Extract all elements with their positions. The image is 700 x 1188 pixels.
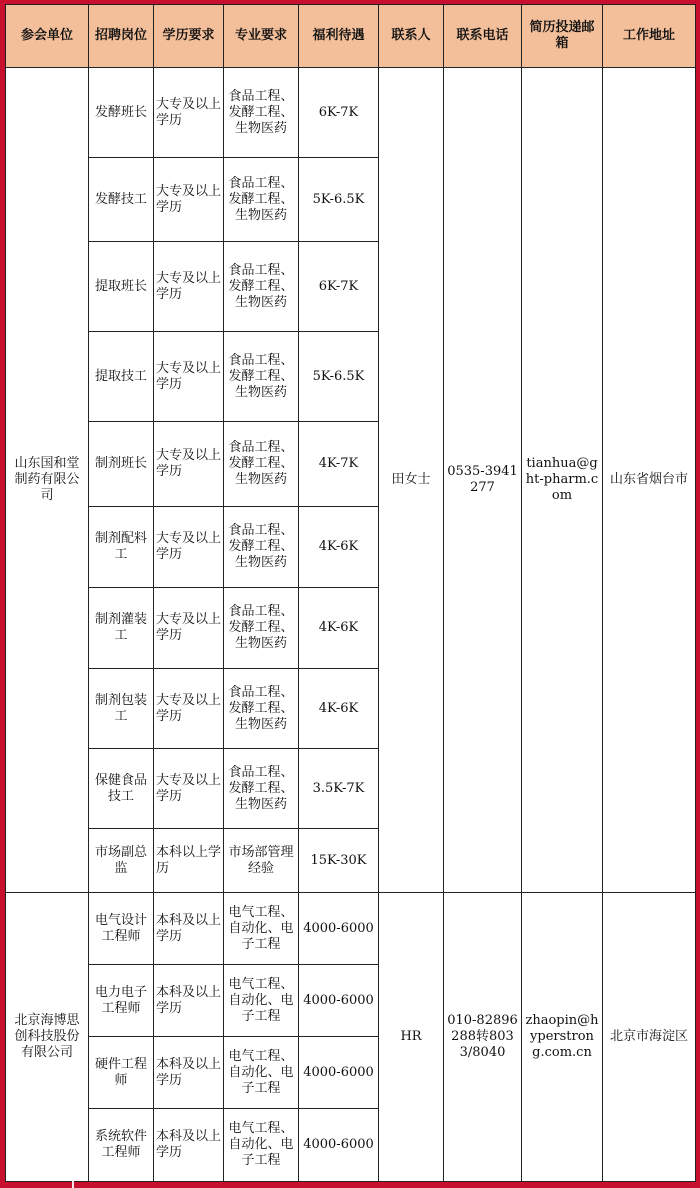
job-position: 制剂包装工: [89, 669, 154, 749]
recruitment-table: [5, 4, 696, 1182]
table-row: [6, 893, 696, 965]
job-position: 电力电子工程师: [89, 965, 154, 1037]
job-education: 大专及以上学历: [154, 68, 224, 158]
job-position: 保健食品技工: [89, 749, 154, 829]
job-salary: 4K-6K: [299, 588, 379, 669]
job-major: 市场部管理经验: [224, 829, 299, 893]
header-education: 学历要求: [154, 5, 224, 68]
job-salary: 4000-6000: [299, 893, 379, 965]
job-salary: 5K-6.5K: [299, 332, 379, 422]
job-salary: 4000-6000: [299, 1037, 379, 1109]
company-phone: 0535-3941277: [444, 68, 522, 893]
job-major: 食品工程、发酵工程、生物医药: [224, 422, 299, 507]
company-contact: 田女士: [379, 68, 444, 893]
job-salary: 5K-6.5K: [299, 158, 379, 242]
job-major: 食品工程、发酵工程、生物医药: [224, 158, 299, 242]
job-education: 本科及以上学历: [154, 1037, 224, 1109]
header-location: 工作地址: [603, 5, 696, 68]
job-salary: 4K-6K: [299, 669, 379, 749]
job-salary: 4000-6000: [299, 1109, 379, 1182]
job-education: 大专及以上学历: [154, 158, 224, 242]
job-position: 制剂灌装工: [89, 588, 154, 669]
job-major: 食品工程、发酵工程、生物医药: [224, 749, 299, 829]
recruitment-table-frame: [5, 4, 695, 1182]
job-position: 制剂班长: [89, 422, 154, 507]
job-position: 提取技工: [89, 332, 154, 422]
job-position: 硬件工程师: [89, 1037, 154, 1109]
job-position: 系统软件工程师: [89, 1109, 154, 1182]
job-salary: 4K-7K: [299, 422, 379, 507]
job-major: 食品工程、发酵工程、生物医药: [224, 588, 299, 669]
job-major: 电气工程、自动化、电子工程: [224, 893, 299, 965]
job-education: 大专及以上学历: [154, 242, 224, 332]
job-education: 本科及以上学历: [154, 893, 224, 965]
job-education: 大专及以上学历: [154, 669, 224, 749]
job-salary: 4K-6K: [299, 507, 379, 588]
job-major: 食品工程、发酵工程、生物医药: [224, 332, 299, 422]
header-phone: 联系电话: [444, 5, 522, 68]
job-major: 食品工程、发酵工程、生物医药: [224, 507, 299, 588]
company-location: 北京市海淀区: [603, 893, 696, 1182]
job-major: 食品工程、发酵工程、生物医药: [224, 669, 299, 749]
company-location: 山东省烟台市: [603, 68, 696, 893]
job-education: 本科以上学历: [154, 829, 224, 893]
job-salary: 15K-30K: [299, 829, 379, 893]
table-row: [6, 68, 696, 158]
job-education: 大专及以上学历: [154, 422, 224, 507]
job-major: 食品工程、发酵工程、生物医药: [224, 242, 299, 332]
job-education: 本科及以上学历: [154, 1109, 224, 1182]
job-position: 制剂配料工: [89, 507, 154, 588]
header-salary: 福利待遇: [299, 5, 379, 68]
job-position: 电气设计工程师: [89, 893, 154, 965]
job-education: 本科及以上学历: [154, 965, 224, 1037]
job-education: 大专及以上学历: [154, 332, 224, 422]
header-major: 专业要求: [224, 5, 299, 68]
job-education: 大专及以上学历: [154, 588, 224, 669]
job-position: 市场副总监: [89, 829, 154, 893]
company-phone: 010-82896288转8033/8040: [444, 893, 522, 1182]
company-email[interactable]: tianhua@ght-pharm.com: [522, 68, 603, 893]
header-contact: 联系人: [379, 5, 444, 68]
table-header-row: [6, 5, 696, 68]
company-contact: HR: [379, 893, 444, 1182]
job-education: 大专及以上学历: [154, 749, 224, 829]
job-position: 发酵班长: [89, 68, 154, 158]
bottom-edge-mark: [72, 1181, 74, 1188]
company-email[interactable]: zhaopin@hyperstrong.com.cn: [522, 893, 603, 1182]
header-email: 简历投递邮箱: [522, 5, 603, 68]
header-company: 参会单位: [6, 5, 89, 68]
company-name: 北京海博思创科技股份有限公司: [6, 893, 89, 1182]
company-name: 山东国和堂制药有限公司: [6, 68, 89, 893]
job-salary: 4000-6000: [299, 965, 379, 1037]
job-salary: 6K-7K: [299, 68, 379, 158]
job-salary: 6K-7K: [299, 242, 379, 332]
job-salary: 3.5K-7K: [299, 749, 379, 829]
job-major: 电气工程、自动化、电子工程: [224, 965, 299, 1037]
job-major: 食品工程、发酵工程、生物医药: [224, 68, 299, 158]
job-position: 发酵技工: [89, 158, 154, 242]
job-major: 电气工程、自动化、电子工程: [224, 1109, 299, 1182]
job-major: 电气工程、自动化、电子工程: [224, 1037, 299, 1109]
job-position: 提取班长: [89, 242, 154, 332]
header-position: 招聘岗位: [89, 5, 154, 68]
bottom-border-strip: [0, 1182, 700, 1188]
job-education: 大专及以上学历: [154, 507, 224, 588]
